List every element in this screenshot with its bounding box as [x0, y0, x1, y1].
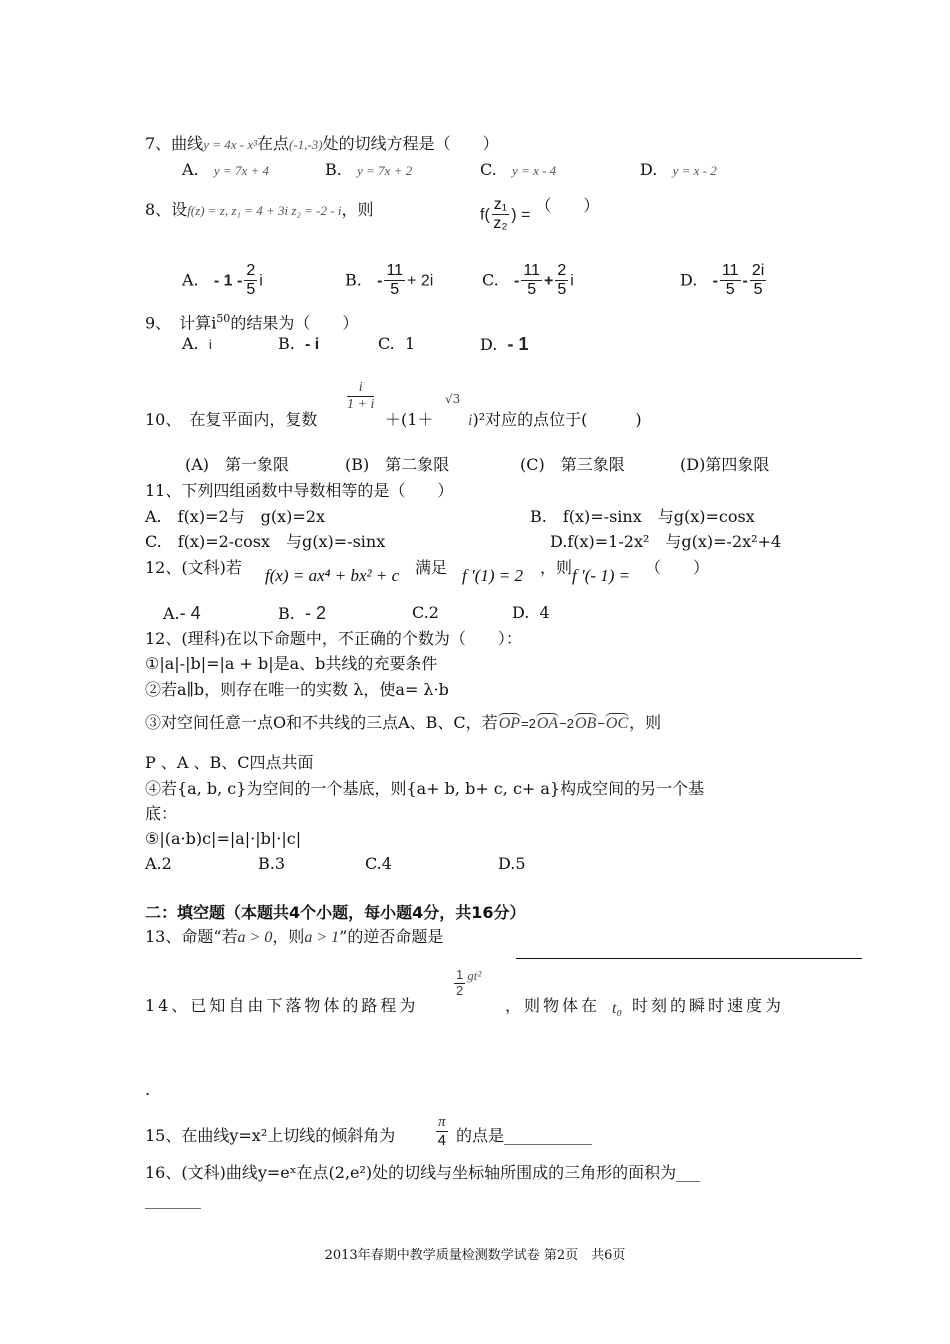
q12b-statement-3: ③对空间任意一点O和不共线的三点A、B、C，若OP=2OA−2OB−OC，则 — [145, 713, 662, 732]
q12b-option-a: A.2 — [145, 854, 172, 873]
q10-option-b: (B) 第二象限 — [345, 455, 450, 474]
q12a-option-c: C.2 — [412, 603, 439, 622]
q12a-function: f(x) = ax⁴ + bx² + c — [265, 566, 400, 585]
q8-option-b: B. - $\frac{11}{5}$ + 2i — [345, 262, 434, 299]
q14-t0: t₀ — [612, 1000, 623, 1017]
q15-stem: 15、在曲线y=x²上切线的倾斜角为 — [145, 1126, 396, 1145]
q11-option-a: A. f(x)=2与 g(x)=2x — [145, 507, 326, 526]
q12b-statement-4-cont: 底： — [145, 804, 178, 823]
q7-option-b: B. y = 7x + 2 — [325, 160, 413, 179]
q14-dot: . — [145, 1080, 151, 1099]
q12b-statement-5: ⑤|(a·b)c|=|a|·|b|·|c| — [145, 829, 302, 848]
q11-option-d: D.f(x)=1-2x² 与g(x)=-2x²+4 — [550, 532, 782, 551]
q15-fraction: $\frac{\pi}{4}$ — [437, 1114, 446, 1150]
q12b-statement-3-cont: P 、A 、B、C四点共面 — [145, 753, 314, 772]
q7-point: (-1,-3) — [289, 137, 323, 152]
q12a-ask: f ′(- 1) = — [572, 566, 631, 585]
q8-option-c: C. - $\frac{11}{5}$ + $\frac{2}{5}$ i — [482, 262, 574, 299]
q12a-then: ，则 — [540, 558, 573, 577]
q8-option-a: A. - 1 - $\frac{2}{5}$ i — [182, 262, 263, 299]
q16-stem: 16、(文科)曲线y=eˣ在点(2,e²)处的切线与坐标轴所围成的三角形的面积为___ — [145, 1163, 701, 1182]
q8-expression: f( $\frac{\text{z₁}}{\text{z₂}}$ ) = （ ） — [480, 196, 600, 233]
q14-fraction: $\frac{1}{2}$ $^{gt^2}$ — [456, 967, 482, 998]
q9-option-b: B. - i — [278, 334, 320, 353]
q7-option-c: C. y = x - 4 — [480, 160, 557, 179]
q7-stem — [145, 134, 499, 153]
q12a-mid: 满足 — [415, 558, 448, 577]
q8-stem — [145, 200, 373, 219]
q12b-option-d: D.5 — [498, 854, 526, 873]
q9-stem: 9、 计算$i^{50}$的结果为（ ） — [145, 312, 359, 333]
q8-prefix: 8、设 — [145, 200, 188, 219]
q7-prefix: 7、曲线 — [145, 134, 204, 153]
q14-mid: ，则物体在 — [505, 996, 601, 1015]
q12b-option-c: C.4 — [365, 854, 392, 873]
q16-stem-cont: _______ — [145, 1190, 201, 1209]
q10-option-d: (D)第四象限 — [680, 455, 770, 474]
q7-option-a: A. y = 7x + 4 — [182, 160, 269, 179]
q14-prefix: 14、已知自由下落物体的路程为 — [145, 996, 419, 1015]
q7-suffix: 处的切线方程是（ ） — [322, 134, 499, 153]
q10-plus: ＋(1＋ — [385, 410, 434, 429]
q12a-paren: （ ） — [645, 558, 710, 577]
q8-option-d: D. - $\frac{11}{5}$ - $\frac{2i}{5}$ — [680, 262, 765, 299]
q12a-condition: f ′(1) = 2 — [462, 566, 523, 585]
q12a-option-d: D. 4 — [512, 603, 550, 622]
q10-option-c: (C) 第三象限 — [520, 455, 625, 474]
q13-answer-line — [516, 958, 862, 959]
q7-mid: 在点 — [257, 134, 290, 153]
q12a-option-b: B. - 2 — [278, 603, 327, 623]
q10-sqrt: √3 — [445, 392, 461, 406]
q12a-option-a: A.- 4 — [163, 603, 201, 623]
q9-option-a: A. i — [182, 334, 212, 353]
q12b-statement-1: ①|a|-|b|=|a + b|是a、b共线的充要条件 — [145, 654, 438, 673]
q10-fraction: $\frac{i}{1 + i}$ — [347, 380, 375, 413]
q9-option-d: D. - 1 — [480, 334, 529, 354]
q9-option-c: C. 1 — [378, 334, 416, 353]
q8-given: f(z) = z, z₁ = 4 + 3i z₂ = -2 - i — [187, 203, 342, 218]
section-title: 二：填空题（本题共4个小题，每小题4分，共16分） — [145, 903, 526, 922]
q7-curve: y = 4x - x³ — [203, 137, 257, 152]
q11-option-b: B. f(x)=-sinx 与g(x)=cosx — [530, 507, 755, 526]
q12b-option-b: B.3 — [258, 854, 286, 873]
q13-stem: 13、命题“若a > 0，则a > 1”的逆否命题是 — [145, 927, 444, 946]
q14-suffix: 时刻的瞬时速度为 — [632, 996, 785, 1015]
page-footer: 2013年春期中教学质量检测数学试卷 第2页 共6页 — [324, 1248, 626, 1263]
q12b-statement-4: ④若{a, b, c}为空间的一个基底，则{a+ b, b+ c, c+ a}构成空间的另一个基 — [145, 779, 705, 798]
q10-stem: 10、 在复平面内，复数 — [145, 410, 318, 429]
q12b-title: 12、(理科)在以下命题中，不正确的个数为（ ）： — [145, 629, 522, 648]
q10-option-a: (A) 第一象限 — [185, 455, 290, 474]
q15-suffix: 的点是___________ — [456, 1126, 593, 1145]
q12a-stem: 12、(文科)若 — [145, 558, 242, 577]
q10-tail: i)²对应的点位于( ) — [468, 410, 642, 429]
q8-then: ，则 — [341, 200, 374, 219]
q12b-statement-2: ②若a∥b，则存在唯一的实数 λ，使a= λ·b — [145, 680, 449, 699]
q11-title: 11、下列四组函数中导数相等的是（ ） — [145, 481, 454, 500]
q11-option-c: C. f(x)=2-cosx 与g(x)=-sinx — [145, 532, 386, 551]
q7-option-d: D. y = x - 2 — [640, 160, 717, 179]
